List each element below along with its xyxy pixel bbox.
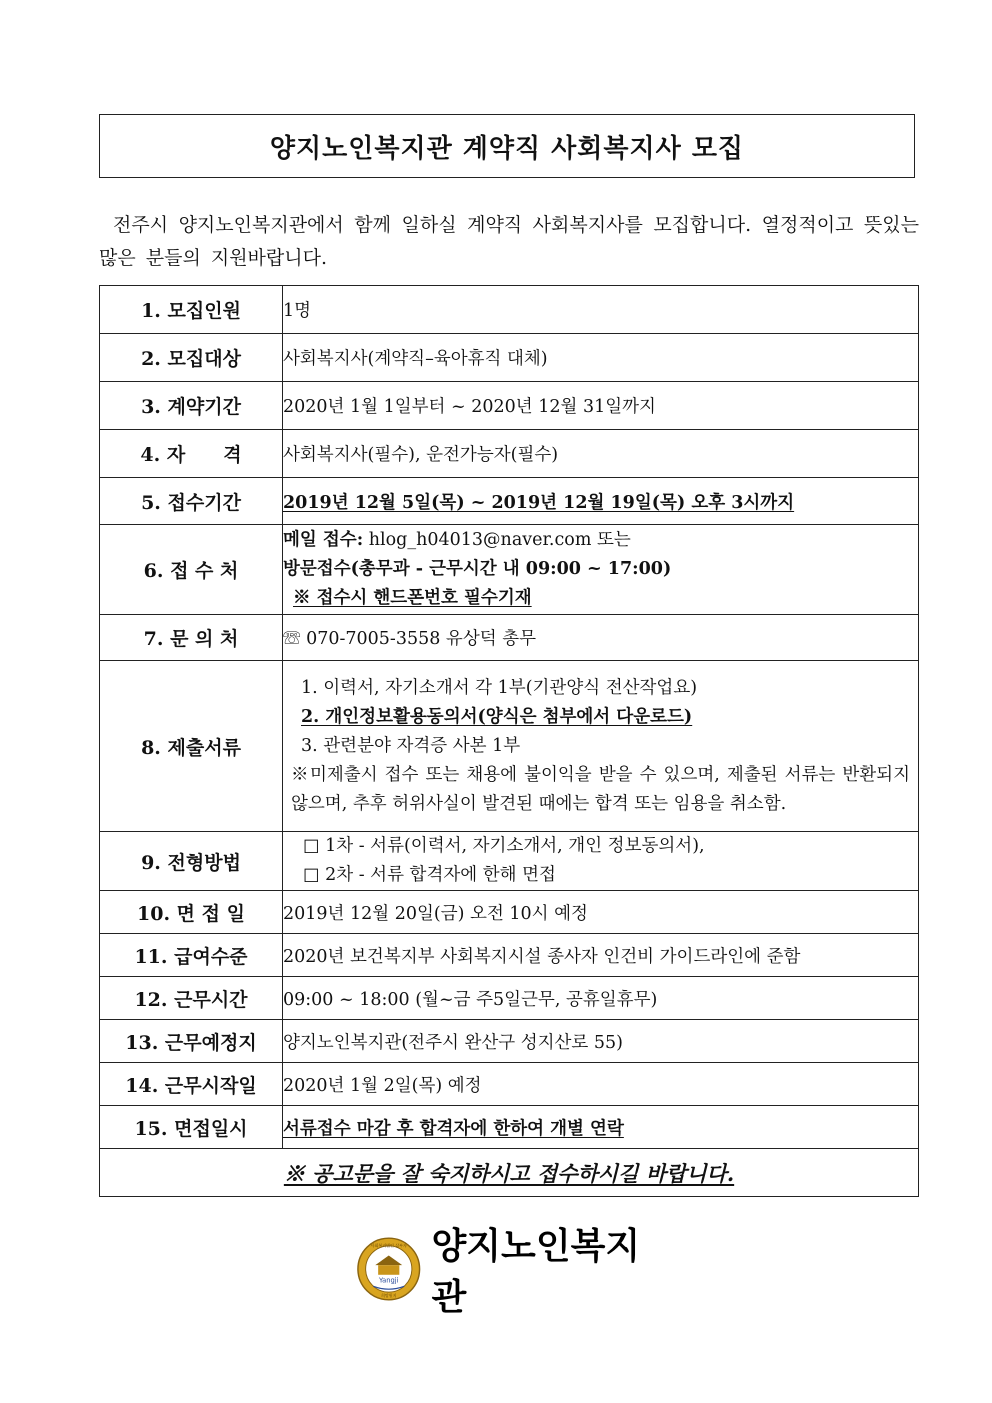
mail-address: hlog_h04013@naver.com 또는 <box>363 530 631 550</box>
row-value <box>283 661 919 832</box>
table-row <box>100 1020 919 1063</box>
organization-logo <box>356 1226 666 1318</box>
row-label: 3. 계약기간 <box>100 382 283 430</box>
row-label: 12. 근무시간 <box>100 977 283 1020</box>
row-value: ☏ 070-7005-3558 유상덕 총무 <box>283 615 919 661</box>
row-label: 15. 면접일시 <box>100 1106 283 1149</box>
document-item-3: 3. 관련분야 자격증 사본 1부 <box>301 735 521 756</box>
document-item-1: 1. 이력서, 자기소개서 각 1부(기관양식 전산작업요) <box>301 677 698 698</box>
row-value <box>283 478 919 525</box>
table-row <box>100 934 919 977</box>
mail-line <box>283 526 918 555</box>
row-label: 2. 모집대상 <box>100 334 283 382</box>
table-row <box>100 977 919 1020</box>
row-label: 4. 자 격 <box>100 430 283 478</box>
phone-note-line <box>283 584 918 613</box>
seal-middle-text: Yangji <box>378 1276 399 1285</box>
row-value: 사회복지사(필수), 운전가능자(필수) <box>283 430 919 478</box>
phone-note-text: ※ 접수시 핸드폰번호 필수기재 <box>293 588 532 608</box>
intro-paragraph: 전주시 양지노인복지관에서 함께 일하실 계약직 사회복지사를 모집합니다. 열정적이고 뜻있는 많은 분들의 지원바랍니다. <box>99 214 919 269</box>
row-value <box>283 525 919 615</box>
reception-period-text: 2019년 12월 5일(목) ~ 2019년 12월 19일(목) 오후 3시까지 <box>283 492 795 513</box>
table-row <box>100 615 919 661</box>
row-value: 2019년 12월 20일(금) 오전 10시 예정 <box>283 891 919 934</box>
document-item-2 <box>283 703 918 732</box>
seal-bottom-text: 희망원지 <box>380 1292 397 1298</box>
table-row <box>100 334 919 382</box>
info-table <box>99 285 919 1197</box>
table-row <box>100 1106 919 1149</box>
selection-step-1: □ 1차 - 서류(이력서, 자기소개서, 개인 정보동의서), <box>303 836 705 856</box>
table-row <box>100 1063 919 1106</box>
table-row <box>100 1149 919 1197</box>
row-value: 양지노인복지관(전주시 완산구 성지산로 55) <box>283 1020 919 1063</box>
row-value: 1명 <box>283 286 919 334</box>
row-label: 6. 접 수 처 <box>100 525 283 615</box>
row-label: 7. 문 의 처 <box>100 615 283 661</box>
row-value: 사회복지사(계약직–육아휴직 대체) <box>283 334 919 382</box>
row-label: 8. 제출서류 <box>100 661 283 832</box>
row-value <box>283 1106 919 1149</box>
row-label: 11. 급여수준 <box>100 934 283 977</box>
table-row <box>100 661 919 832</box>
row-value <box>283 832 919 891</box>
row-label: 1. 모집인원 <box>100 286 283 334</box>
selection-step-2: □ 2차 - 서류 합격자에 한해 면접 <box>303 865 556 885</box>
footer-notice-cell <box>100 1149 919 1197</box>
document-item-2-text: 2. 개인정보활용동의서(양식은 첨부에서 다운로드) <box>301 706 693 727</box>
organization-logo-text: 양지노인복지관 <box>431 1226 641 1318</box>
seal-top-text: 사회복지법인 삼부자 <box>370 1242 407 1248</box>
table-row <box>100 891 919 934</box>
row-label: 5. 접수기간 <box>100 478 283 525</box>
document-notice: ※미제출시 접수 또는 채용에 불이익을 받을 수 있으며, 제출된 서류는 반환되지 않으며, 추후 허위사실이 발견된 때에는 합격 또는 임용을 취소함. <box>291 764 910 814</box>
table-row <box>100 478 919 525</box>
row-value: 2020년 1월 1일부터 ~ 2020년 12월 31일까지 <box>283 382 919 430</box>
organization-seal-icon <box>356 1235 422 1303</box>
visit-line: 방문접수(총무과 - 근무시간 내 09:00 ~ 17:00) <box>283 559 672 579</box>
table-row <box>100 525 919 615</box>
row-label: 13. 근무예정지 <box>100 1020 283 1063</box>
row-label: 14. 근무시작일 <box>100 1063 283 1106</box>
interview-schedule-text: 서류접수 마감 후 합격자에 한하여 개별 연락 <box>283 1118 624 1139</box>
row-value: 2020년 보건복지부 사회복지시설 종사자 인건비 가이드라인에 준함 <box>283 934 919 977</box>
row-value: 09:00 ~ 18:00 (월~금 주5일근무, 공휴일휴무) <box>283 977 919 1020</box>
title-box <box>99 114 915 178</box>
row-value: 2020년 1월 2일(목) 예정 <box>283 1063 919 1106</box>
row-label: 10. 면 접 일 <box>100 891 283 934</box>
table-row <box>100 286 919 334</box>
table-row <box>100 382 919 430</box>
page-title: 양지노인복지관 계약직 사회복지사 모집 <box>269 133 745 164</box>
table-row <box>100 832 919 891</box>
row-label: 9. 전형방법 <box>100 832 283 891</box>
footer-notice: ※ 공고문을 잘 숙지하시고 접수하시길 바랍니다. <box>283 1160 735 1186</box>
mail-label: 메일 접수: <box>283 530 364 550</box>
table-row <box>100 430 919 478</box>
